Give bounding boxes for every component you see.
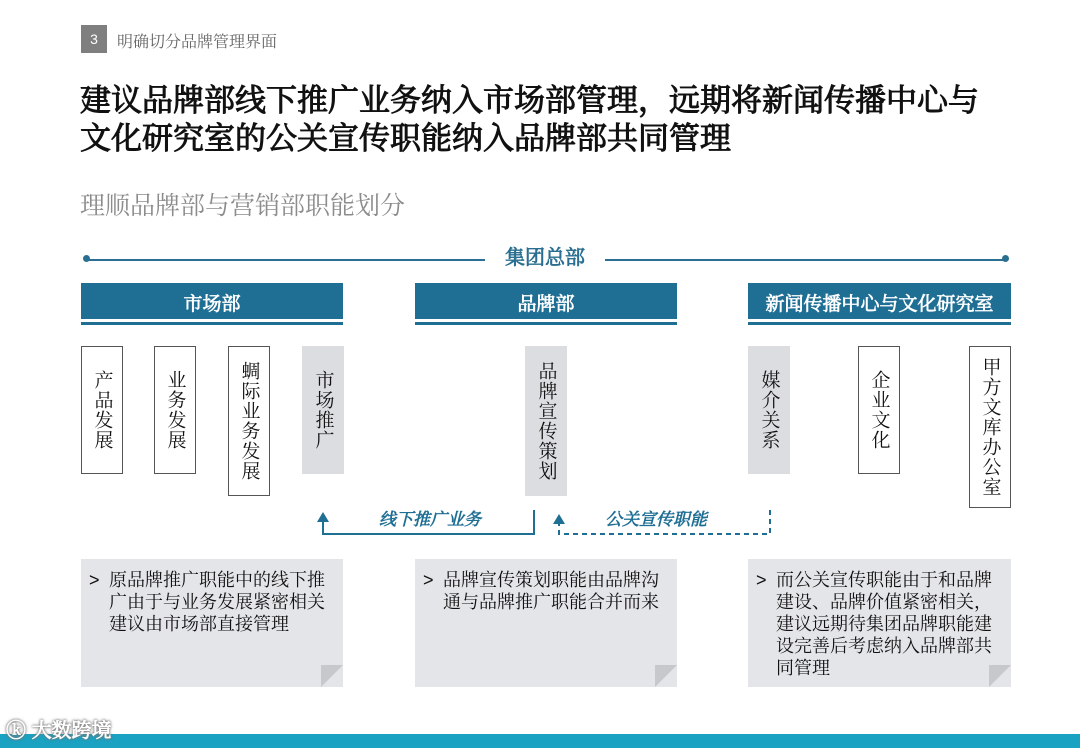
watermark-logo-icon: ⓚ: [6, 720, 26, 742]
note-news: [748, 559, 1011, 687]
bottom-accent-bar: [0, 734, 1080, 748]
chevron-icon: >: [756, 570, 767, 590]
watermark-text: 大数跨境: [31, 720, 112, 742]
note-market-text: 原品牌推广职能中的线下推广由于与业务发展紧密相关建议由市场部直接管理: [109, 570, 325, 634]
func-corporate-culture: 企业文化: [858, 346, 900, 474]
flow-label-pr: 公关宣传职能: [605, 510, 707, 529]
func-extended-business-dev: 蜩际业务发展: [228, 346, 270, 496]
dept-market: 市场部: [81, 283, 343, 322]
subtitle: 理顺品牌部与营销部职能划分: [80, 192, 406, 220]
chevron-icon: >: [423, 570, 434, 590]
func-media-relations: 媒介关系: [748, 346, 790, 474]
chevron-icon: >: [89, 570, 100, 590]
title-line-2: 文化研究室的公关宣传职能纳入品牌部共同管理: [80, 121, 731, 156]
note-brand: [415, 559, 677, 687]
func-market-promotion: 市场推广: [302, 346, 344, 474]
offline-flow-arrowhead: [317, 512, 329, 522]
page-curl-icon: [655, 665, 677, 687]
note-news-text: 而公关宣传职能由于和品牌建设、品牌价值紧密相关，建议远期待集团品牌职能建设完善后考虑纳入品牌部共同管理: [776, 570, 992, 678]
func-brand-planning: 品牌宣传策划: [525, 346, 567, 496]
func-client-library-office: 甲方文库办公室: [969, 346, 1011, 508]
page-title: [80, 82, 1020, 158]
func-product-dev: 产品发展: [81, 346, 123, 474]
func-business-dev: 业务发展: [154, 346, 196, 474]
dept-news-culture: 新闻传播中心与文化研究室: [748, 283, 1011, 322]
page-curl-icon: [989, 665, 1011, 687]
flow-arrows: [300, 498, 790, 548]
section-number: 3: [81, 25, 107, 53]
hq-label: 集团总部: [485, 244, 605, 272]
page-curl-icon: [321, 665, 343, 687]
flow-label-offline: 线下推广业务: [379, 510, 481, 529]
watermark: [6, 714, 112, 743]
hq-line-left-dot: [83, 255, 90, 262]
title-line-1: 建议品牌部线下推广业务纳入市场部管理，远期将新闻传播中心与: [80, 83, 979, 118]
hq-line-right-dot: [1002, 255, 1009, 262]
note-brand-text: 品牌宣传策划职能由品牌沟通与品牌推广职能合并而来: [443, 570, 659, 612]
pr-flow-arrowhead: [553, 514, 565, 524]
note-market: [81, 559, 343, 687]
section-title: 明确切分品牌管理界面: [117, 34, 278, 51]
dept-brand: 品牌部: [415, 283, 677, 322]
